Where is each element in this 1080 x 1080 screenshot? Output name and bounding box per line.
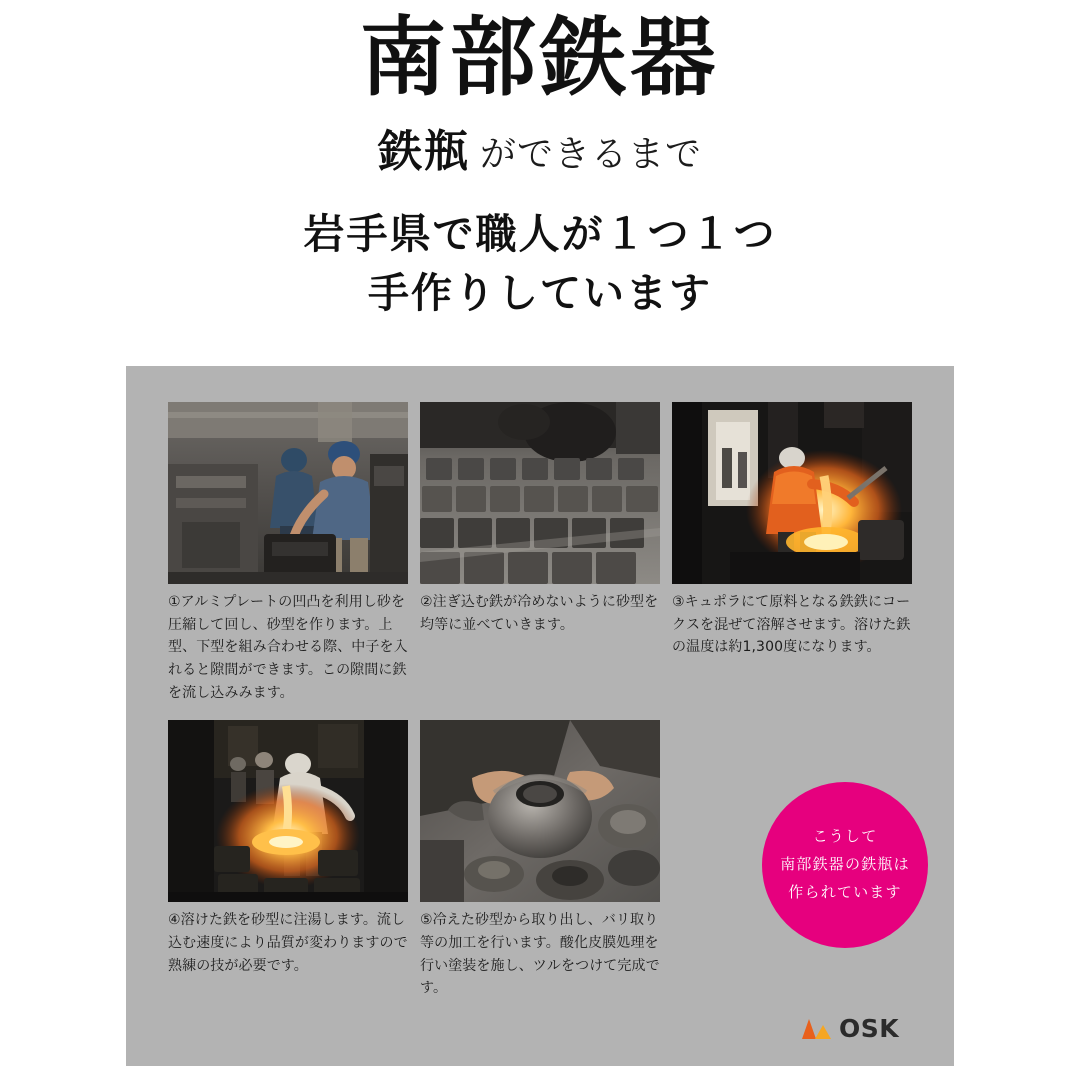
- subtitle-suffix: ができるまで: [479, 134, 702, 176]
- pouring-molten-iron-photo: [168, 720, 408, 902]
- header: [0, 0, 1080, 322]
- process-step-5: [420, 720, 660, 1000]
- lead-text: [0, 205, 1080, 321]
- process-step-4-caption: ④溶けた鉄を砂型に注湯します。流し込む速度により品質が変わりますので熟練の技が必要です。: [168, 912, 408, 974]
- deburring-and-finishing-kettle-photo: [420, 720, 660, 902]
- brand-logo-text: OSK: [839, 1014, 900, 1043]
- process-step-3-caption: ③キュポラにて原料となる鉄鉄にコークスを混ぜて溶解させます。溶けた鉄の温度は約1,300度になります。: [672, 594, 911, 656]
- process-step-1: [168, 402, 408, 704]
- process-step-4: [168, 720, 408, 1000]
- cupola-furnace-melting-iron-photo: [672, 402, 912, 584]
- workshop-sand-mold-pressing-photo: [168, 402, 408, 584]
- sand-molds-lined-up-photo: [420, 402, 660, 584]
- badge-line-1: こうして: [812, 827, 878, 846]
- subtitle-keyword: 鉄瓶: [377, 126, 470, 178]
- brand-logo: [802, 1014, 899, 1043]
- lead-line-2: 手作りしています: [368, 268, 712, 317]
- lead-line-1: 岩手県で職人が１つ１つ: [303, 210, 777, 259]
- page-title: 南部鉄器: [360, 8, 720, 108]
- badge-line-3: 作られています: [788, 882, 902, 901]
- process-step-1-caption: ①アルミプレートの凹凸を利用し砂を圧縮して回し、砂型を作ります。上型、下型を組み合わせる際、中子を入れると隙間ができます。この隙間に鉄を流し込みみます。: [168, 594, 408, 701]
- process-step-5-caption: ⑤冷えた砂型から取り出し、バリ取り等の加工を行います。酸化皮膜処理を行い塗装を施し、ツルをつけて完成です。: [420, 912, 660, 997]
- process-panel: [126, 366, 954, 1066]
- subtitle-row: [0, 115, 1080, 179]
- process-step-3: [672, 402, 912, 704]
- badge-line-2: 南部鉄器の鉄瓶は: [780, 855, 910, 874]
- process-step-2: [420, 402, 660, 704]
- status-badge: [762, 782, 928, 948]
- process-step-2-caption: ②注ぎ込む鉄が冷めないように砂型を均等に並べていきます。: [420, 594, 659, 633]
- triangles-icon: [802, 1017, 832, 1041]
